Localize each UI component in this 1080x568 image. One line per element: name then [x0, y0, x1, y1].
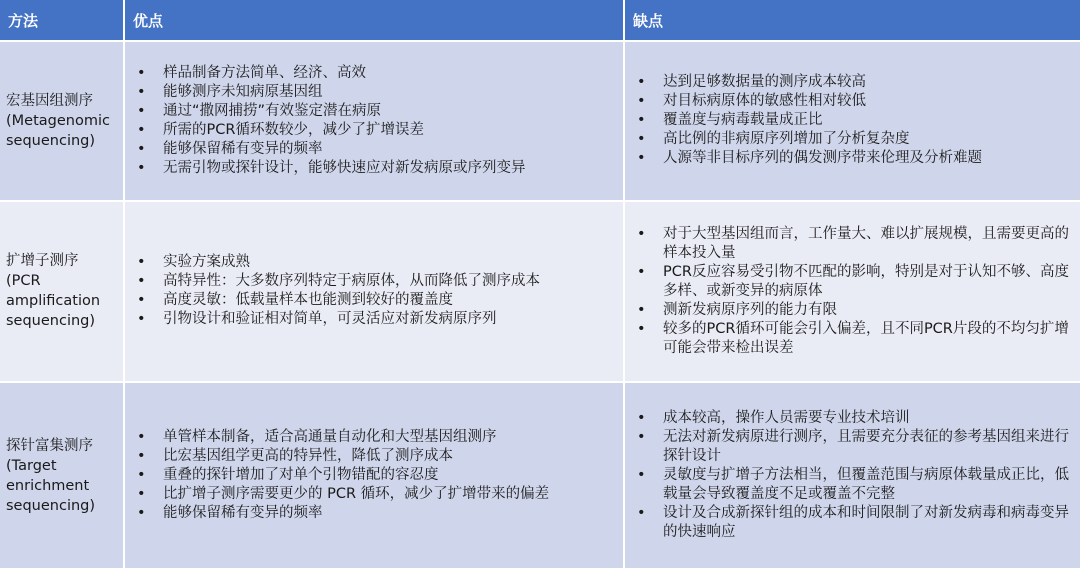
- list-item: • 能够保留稀有变异的频率: [133, 504, 615, 523]
- header-row: [0, 0, 1080, 41]
- list-item: • 能够保留稀有变异的频率: [133, 140, 615, 159]
- method-cell: [0, 201, 124, 383]
- list-item: • 灵敏度与扩增子方法相当，但覆盖范围与病原体载量成正比，低载量会导致覆盖度不足或覆盖不完整: [633, 466, 1072, 504]
- list-item: • 较多的PCR循环可能会引入偏差，且不同PCR片段的不均匀扩增可能会带来检出误差: [633, 320, 1072, 358]
- method-name-en: enrichment: [6, 477, 90, 494]
- header-cons: 缺点: [624, 0, 1080, 41]
- cons-cell: [624, 382, 1080, 568]
- method-name-en: sequencing): [6, 497, 96, 514]
- list-item: • 样品制备方法简单、经济、高效: [133, 64, 615, 83]
- list-item: • 通过“撒网捕捞”有效鉴定潜在病原: [133, 102, 615, 121]
- list-item: • 高比例的非病原序列增加了分析复杂度: [633, 130, 1072, 149]
- table-row: [0, 41, 1080, 201]
- cons-cell: [624, 41, 1080, 201]
- list-item: • 达到足够数据量的测序成本较高: [633, 73, 1072, 92]
- list-item: • 能够测序未知病原基因组: [133, 83, 615, 102]
- list-item: • 成本较高，操作人员需要专业技术培训: [633, 409, 1072, 428]
- list-item: • 高度灵敏：低载量样本也能测到较好的覆盖度: [133, 291, 615, 310]
- list-item: • 对目标病原体的敏感性相对较低: [633, 92, 1072, 111]
- cons-cell: [624, 201, 1080, 383]
- list-item: • 比扩增子测序需要更少的 PCR 循环，减少了扩增带来的偏差: [133, 485, 615, 504]
- list-item: • 覆盖度与病毒载量成正比: [633, 111, 1072, 130]
- list-item: • 高特异性：大多数序列特定于病原体，从而降低了测序成本: [133, 272, 615, 291]
- pros-cell: [124, 201, 624, 383]
- table-row: [0, 382, 1080, 568]
- method-name-en: (Target: [6, 457, 57, 474]
- method-name: 探针富集测序: [6, 437, 93, 454]
- list-item: • PCR反应容易受引物不匹配的影响，特别是对于认知不够、高度多样、或新变异的病原体: [633, 263, 1072, 301]
- method-cell: [0, 382, 124, 568]
- method-name: 扩增子测序: [6, 253, 79, 270]
- list-item: • 引物设计和验证相对简单，可灵活应对新发病原序列: [133, 310, 615, 329]
- pros-cell: [124, 41, 624, 201]
- list-item: • 人源等非目标序列的偶发测序带来伦理及分析难题: [633, 149, 1072, 168]
- header-method: 方法: [0, 0, 124, 41]
- list-item: • 实验方案成熟: [133, 253, 615, 272]
- method-name-en: sequencing): [6, 313, 96, 330]
- list-item: • 无需引物或探针设计，能够快速应对新发病原或序列变异: [133, 159, 615, 178]
- pros-cell: [124, 382, 624, 568]
- list-item: • 重叠的探针增加了对单个引物错配的容忍度: [133, 466, 615, 485]
- header-pros: 优点: [124, 0, 624, 41]
- list-item: • 测新发病原序列的能力有限: [633, 301, 1072, 320]
- list-item: • 设计及合成新探针组的成本和时间限制了对新发病毒和病毒变异的快速响应: [633, 504, 1072, 542]
- list-item: • 单管样本制备，适合高通量自动化和大型基因组测序: [133, 428, 615, 447]
- method-name-en: amplification: [6, 293, 101, 310]
- list-item: • 无法对新发病原进行测序，且需要充分表征的参考基因组来进行探针设计: [633, 428, 1072, 466]
- method-name: 宏基因组测序: [6, 92, 93, 109]
- table-row: [0, 201, 1080, 383]
- list-item: • 比宏基因组学更高的特异性，降低了测序成本: [133, 447, 615, 466]
- method-cell: [0, 41, 124, 201]
- method-name-en: (PCR: [6, 273, 41, 290]
- list-item: • 所需的PCR循环数较少，减少了扩增误差: [133, 121, 615, 140]
- list-item: • 对于大型基因组而言，工作量大、难以扩展规模，且需要更高的样本投入量: [633, 225, 1072, 263]
- method-name-en: sequencing): [6, 132, 96, 149]
- method-name-en: (Metagenomic: [6, 112, 110, 129]
